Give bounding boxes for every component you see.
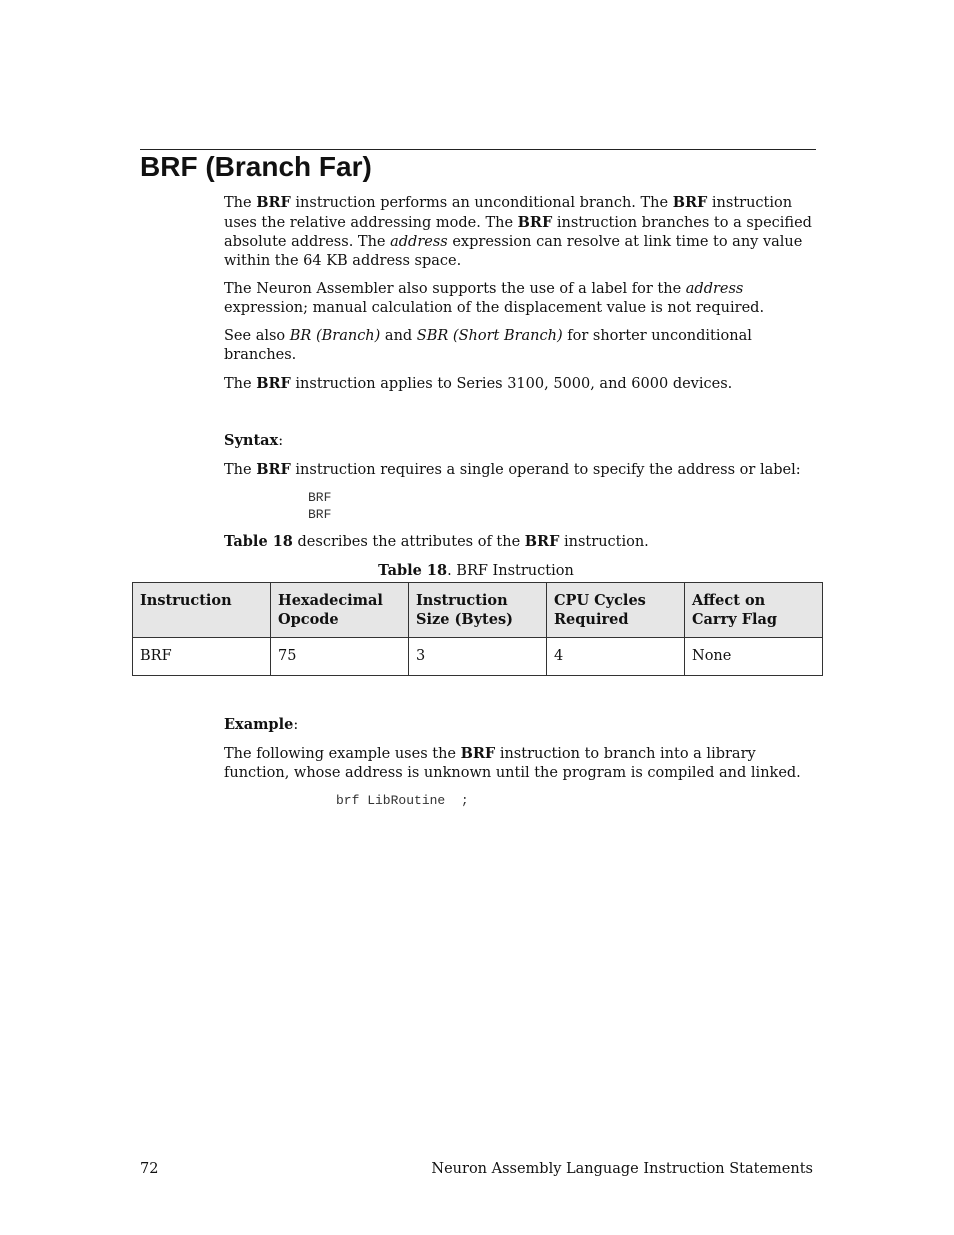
cross-reference: BR (Branch) <box>289 328 381 344</box>
cell-cpu-cycles: 4 <box>547 638 685 676</box>
header-carry-flag: Affect on Carry Flag <box>685 583 823 638</box>
page-title: BRF (Branch Far) <box>140 151 372 182</box>
instruction-name: BRF <box>672 194 708 211</box>
table-caption <box>224 561 728 581</box>
text-run: instruction branches to a specified absolute address. The <box>224 215 812 250</box>
text-run: instruction applies to Series 3100, 5000, and 6000 devices. <box>290 376 733 392</box>
table-row <box>133 638 823 676</box>
text-run: instruction performs an unconditional branch. The <box>290 195 673 211</box>
table-reference: Table 18 <box>224 533 293 550</box>
intro-paragraph-3 <box>224 327 816 365</box>
term-italic: address <box>685 281 744 297</box>
intro-section <box>224 193 816 590</box>
instruction-name: BRF <box>256 375 291 392</box>
syntax-paragraph <box>224 460 816 480</box>
text-run: The <box>224 462 257 478</box>
text-run: instruction. <box>559 534 649 550</box>
text-run: for shorter unconditional branches. <box>224 328 752 363</box>
intro-paragraph-2 <box>224 280 816 318</box>
instruction-name: BRF <box>460 745 496 762</box>
instruction-name: BRF <box>256 461 291 478</box>
intro-paragraph-1 <box>224 193 816 271</box>
text-run: The <box>224 376 257 392</box>
instruction-name: BRF <box>256 194 291 211</box>
cell-hex-opcode: 75 <box>271 638 409 676</box>
text-run: The Neuron Assembler also supports the use of a label for the <box>224 281 686 297</box>
header-instruction: Instruction <box>133 583 271 638</box>
table-caption-number: Table 18 <box>378 562 448 579</box>
instruction-attributes-table <box>132 582 823 676</box>
syntax-label: Syntax <box>224 432 279 449</box>
page-number: 72 <box>140 1161 159 1177</box>
text-run: instruction to branch into a library function, whose address is unknown until the program is compiled and linked. <box>224 746 801 781</box>
text-run: and <box>380 328 417 344</box>
text-run: expression can resolve at link time to any value within the 64 KB address space. <box>224 234 803 269</box>
text-run: expression; manual calculation of the displacement value is not required. <box>224 300 765 316</box>
cell-carry-flag: None <box>685 638 823 676</box>
table-header-row <box>133 583 823 638</box>
instruction-name: BRF <box>517 214 553 231</box>
instruction-name: BRF <box>524 533 560 550</box>
syntax-code-block <box>308 489 816 523</box>
example-heading <box>224 715 816 735</box>
text-run: The following example uses the <box>224 746 461 762</box>
text-run: : <box>293 717 299 733</box>
header-size: Instruction Size (Bytes) <box>409 583 547 638</box>
table-reference-paragraph <box>224 532 816 552</box>
code-line: BRF <box>308 490 332 505</box>
cell-instruction: BRF <box>133 638 271 676</box>
header-cpu-cycles: CPU Cycles Required <box>547 583 685 638</box>
term-italic: address <box>390 234 448 250</box>
text-run: The <box>224 195 257 211</box>
footer-document-title: Neuron Assembly Language Instruction Statements <box>431 1161 813 1177</box>
example-label: Example <box>224 716 294 733</box>
example-paragraph <box>224 744 816 783</box>
text-run: instruction uses the relative addressing mode. The <box>224 195 793 231</box>
cross-reference: SBR (Short Branch) <box>416 328 563 344</box>
text-run: : <box>278 433 284 449</box>
header-hex-opcode: Hexadecimal Opcode <box>271 583 409 638</box>
table-caption-text: . BRF Instruction <box>447 563 574 579</box>
code-line: BRF <box>308 507 332 522</box>
syntax-heading <box>224 431 816 451</box>
example-section <box>224 715 816 818</box>
text-run: See also <box>224 328 290 344</box>
text-run: instruction requires a single operand to specify the address or label: <box>290 462 801 478</box>
example-code-block: brf LibRoutine ; <box>336 793 469 808</box>
intro-paragraph-4 <box>224 374 816 394</box>
cell-size: 3 <box>409 638 547 676</box>
text-run: describes the attributes of the <box>292 534 525 550</box>
